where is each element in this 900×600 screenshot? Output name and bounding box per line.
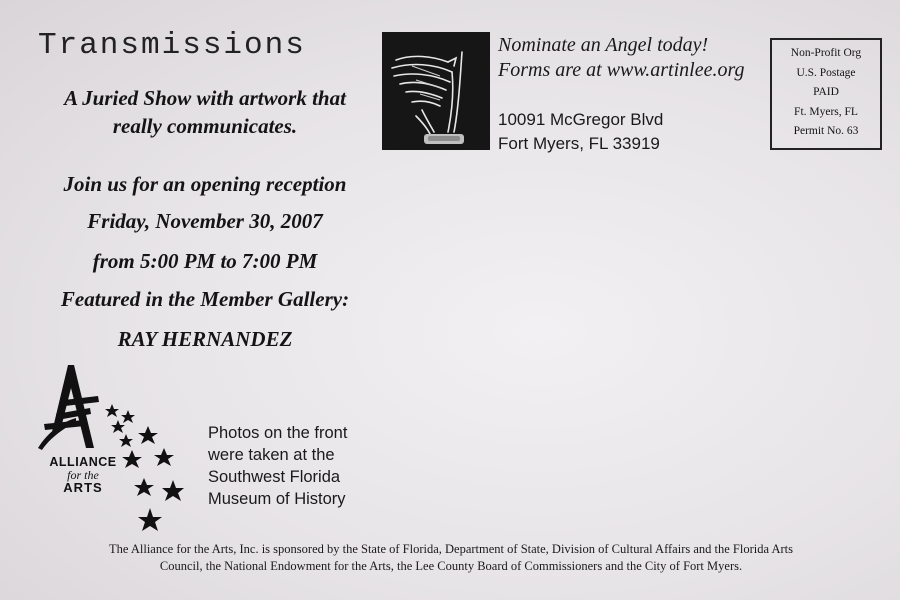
postage-line: U.S. Postage	[796, 66, 856, 79]
photos-line-2: were taken at the	[208, 446, 335, 464]
postage-line: Non-Profit Org	[790, 47, 862, 59]
alliance-logo-text	[38, 455, 128, 495]
footer-line-2: Council, the National Endowment for the Arts, the Lee County Board of Commissioners and the City of Fort Myers.	[159, 559, 743, 573]
tagline	[30, 84, 380, 140]
postage-indicia	[770, 38, 882, 150]
alliance-logo	[36, 360, 196, 545]
footer-line-1: The Alliance for the Arts, Inc. is sponsored by the State of Florida, Department of State, Division of Cultural Affairs and the Florida Arts	[108, 542, 793, 556]
featured-artist: RAY HERNANDEZ	[117, 327, 293, 351]
postage-line: PAID	[813, 86, 839, 98]
nominate-note	[498, 33, 744, 83]
nominate-line-1: Nominate an Angel today!	[498, 34, 709, 56]
logo-text-line-1: ALLIANCE	[49, 455, 117, 469]
nominate-line-2: Forms are at www.artinlee.org	[498, 59, 745, 81]
photos-note	[208, 422, 347, 510]
postage-line: Ft. Myers, FL	[794, 105, 858, 118]
logo-text-line-3: ARTS	[63, 480, 103, 495]
photos-line-3: Southwest Florida	[208, 468, 341, 486]
show-title: Transmissions	[38, 28, 306, 63]
tagline-line-2: really communicates.	[112, 114, 298, 138]
reception-time: from 5:00 PM to 7:00 PM	[92, 249, 318, 273]
reception-invite: Join us for an opening reception	[63, 172, 347, 196]
tagline-line-1: A Juried Show with artwork that	[64, 86, 346, 110]
address-line-2: Fort Myers, FL 33919	[498, 134, 660, 153]
angel-sculpture-image	[382, 32, 490, 150]
mailing-address	[498, 108, 663, 156]
sponsor-footer	[36, 541, 866, 575]
logo-text-line-2: for the	[67, 468, 99, 482]
photos-line-1: Photos on the front	[208, 424, 348, 442]
postage-line: Permit No. 63	[793, 125, 859, 137]
reception-date: Friday, November 30, 2007	[87, 209, 323, 233]
address-line-1: 10091 McGregor Blvd	[498, 110, 664, 129]
gallery-heading: Featured in the Member Gallery:	[60, 287, 350, 311]
photos-line-4: Museum of History	[208, 490, 346, 508]
